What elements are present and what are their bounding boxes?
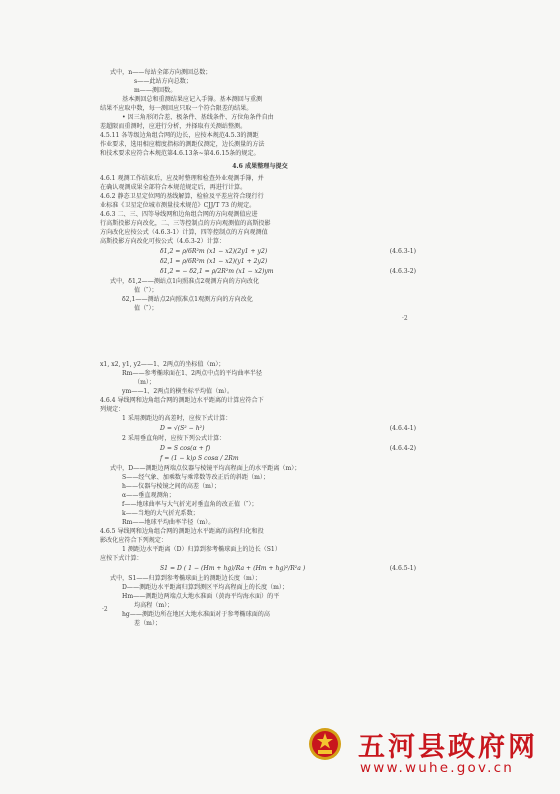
text-line: 2 采用垂直角时，应按下列公式计算： <box>122 435 226 442</box>
equation-row <box>100 257 420 266</box>
text-line: 和技术要求应符合本规范第4.6.13条~第4.6.15条的规定。 <box>100 150 260 157</box>
top-paragraphs-3 <box>100 277 420 313</box>
text-line: 1 采用测距边的高差时，应按下式计算： <box>122 415 232 422</box>
text-line: 式中，S1——归算到参考椭球面上的测距边长度（m）； <box>110 575 261 582</box>
text-line: m——测回数。 <box>134 87 177 94</box>
text-line: 式中，δ1,2——测站点1向照准点2观测方向的方向改化 <box>110 278 260 285</box>
text-line: k——当地的大气折光系数； <box>122 510 199 517</box>
text-line: 高斯投影方向改化可按公式（4.6.3-2）计算： <box>100 238 226 245</box>
text-line: 行高斯投影方向改化，二、三等控制点的方向观测值的高斯投影 <box>100 220 271 227</box>
site-url: www.wuhe.gov.cn <box>360 760 514 776</box>
bottom-paragraphs <box>100 360 420 423</box>
text-line: 式中，D——测距边两端点仪器与棱镜平均高程面上的水平距离（m）； <box>110 465 301 472</box>
text-line: 在确认观测成果全部符合本规范规定后，再进行计算。 <box>100 184 247 191</box>
site-title: 五河县政府网 <box>358 732 538 763</box>
equation-4-6-4-1 <box>100 424 420 433</box>
text-line: （m）； <box>134 379 156 386</box>
text-line: 4.5.11 各等级边角组合网的边长，应按本规范4.5.3的测距 <box>100 132 259 139</box>
equation-row <box>100 247 420 256</box>
text-line: α——垂直观测角； <box>122 492 175 499</box>
text-line: 值（″）； <box>134 287 158 294</box>
text-line: s——此站方向总数； <box>134 78 192 85</box>
top-paragraphs-2 <box>100 174 420 246</box>
text-line: 4.6.1 观测工作结束后，应及时整理和检查外业观测手簿，并 <box>100 175 264 182</box>
national-emblem-icon <box>308 727 342 761</box>
text-line: Hm——测距边两端点大地水准面（黄海平均海水面）的平 <box>122 593 280 600</box>
equation-formula: D = √(S² − h²) <box>160 425 205 432</box>
text-line: S——经气象、加乘数与乘常数等改正后的斜距（m）； <box>122 474 270 481</box>
section-title: 4.6 成果整理与提交 <box>232 163 288 170</box>
equation-number: (4.6.5-1) <box>389 565 416 572</box>
text-line: Rm——参考椭球面在1、2两点中点的平均曲率半径 <box>122 370 262 377</box>
site-watermark <box>300 727 540 782</box>
text-line: 4.6.3 二、三、四等导线网和边角组合网的方向观测值应进 <box>100 211 258 218</box>
equations-4-6-4-2 <box>100 444 420 463</box>
equation-formula: S1 = D ( 1 − (Hm + hg)/Ra + (Hm + hg)²/R²a ) <box>160 565 306 572</box>
text-line: 均高程（m）； <box>134 602 174 609</box>
equation-formula: D = S cos(α + f) <box>160 445 211 452</box>
text-line: 影改化应符合下列规定： <box>100 537 168 544</box>
equation-formula: f = (1 − k)ρ S cosα / 2Rm <box>160 455 239 462</box>
text-line: ym——1、2两点的横坐标平均值（m）。 <box>122 388 234 395</box>
equation-number: (4.6.3-2) <box>389 268 416 275</box>
equation-formula: δ1,2 = − δ2,1 = ρ/2R²m (x1 − x2)ym <box>160 268 274 275</box>
text-line: 作业要求，选用相应精度指标的测距仪测定，边长测量的方法 <box>100 141 265 148</box>
text-line: 式中，n——每站全部方向测回总数； <box>110 69 212 76</box>
text-line: 业标准《卫星定位城市测量技术规范》CJJ/T 73 的规定。 <box>100 202 256 209</box>
text-line: 1 测距边水平距离（D）归算到参考椭球面上的边长（S1） <box>122 546 281 553</box>
equation-formula: δ1,2 = ρ/6R²m (x1 − x2)(2y1 + y2) <box>160 248 268 255</box>
equation-number: (4.6.4-1) <box>389 425 416 432</box>
equation-formula: δ2,1 = ρ/6R²m (x1 − x2)(y1 + 2y2) <box>160 258 268 265</box>
text-line: 4.6.4 导线网和边角组合网的测距边水平距离的计算应符合下 <box>100 397 264 404</box>
text-line: 列规定： <box>100 406 125 413</box>
page-number-upper: ·2 <box>402 315 408 322</box>
text-line: hg——测距边所在地区大地水准面对于参考椭球面的高 <box>122 611 270 618</box>
text-line: δ2,1——测站点2向照准点1观测方向的方向改化 <box>122 296 253 303</box>
text-line: f——地球曲率与大气折光对垂直角的改正值（″）； <box>122 501 258 508</box>
text-line: • 因三角形闭合差、极条件、基线条件、方位角条件自由 <box>122 114 274 121</box>
top-paragraphs <box>100 68 420 158</box>
text-line: D——测距边水平距离归算到测区平均高程面上的长度（m）； <box>122 584 289 591</box>
upper-scanned-page <box>100 68 420 313</box>
lower-scanned-page <box>100 360 420 628</box>
text-line: 基本测回总和重测结果应记入手簿。基本测回与重测 <box>122 96 263 103</box>
equation-row <box>100 454 420 463</box>
text-line: h——仪器与棱镜之间的高差（m）； <box>122 483 221 490</box>
text-line: Rm——地球平均曲率半径（m）。 <box>122 519 215 526</box>
text-line: 方向改化应按公式（4.6.3-1）计算，四等控制点的方向观测值 <box>100 229 268 236</box>
equation-number: (4.6.4-2) <box>389 445 416 452</box>
text-line: 4.6.2 静态卫星定位网的基线解算，检验及平差应符合现行行 <box>100 193 264 200</box>
text-line: 结果不应取中数，每一测回应只取一个符合限差的结果。 <box>100 105 253 112</box>
equation-row <box>100 444 420 453</box>
text-line: 差超限而重测时，应进行分析，并择取有关测站整测。 <box>100 123 247 130</box>
bottom-paragraphs-3 <box>100 464 420 563</box>
text-line: 差（m）； <box>134 620 162 627</box>
text-line: 值（″）； <box>134 305 158 312</box>
text-line: 4.6.5 导线网和边角组合网的测距边水平距离的高程归化和投 <box>100 528 264 535</box>
text-line: x1, x2, y1, y2——1、2两点的坐标值（m）； <box>100 361 225 368</box>
bottom-paragraphs-4 <box>100 574 420 628</box>
equation-4-6-5-1 <box>100 564 420 573</box>
equation-row <box>100 267 420 276</box>
text-line: 应按下式计算： <box>100 555 143 562</box>
top-equations <box>100 247 420 276</box>
bottom-paragraphs-2 <box>100 434 420 443</box>
page-number-lower: ·2 <box>102 606 108 613</box>
equation-number: (4.6.3-1) <box>389 248 416 255</box>
